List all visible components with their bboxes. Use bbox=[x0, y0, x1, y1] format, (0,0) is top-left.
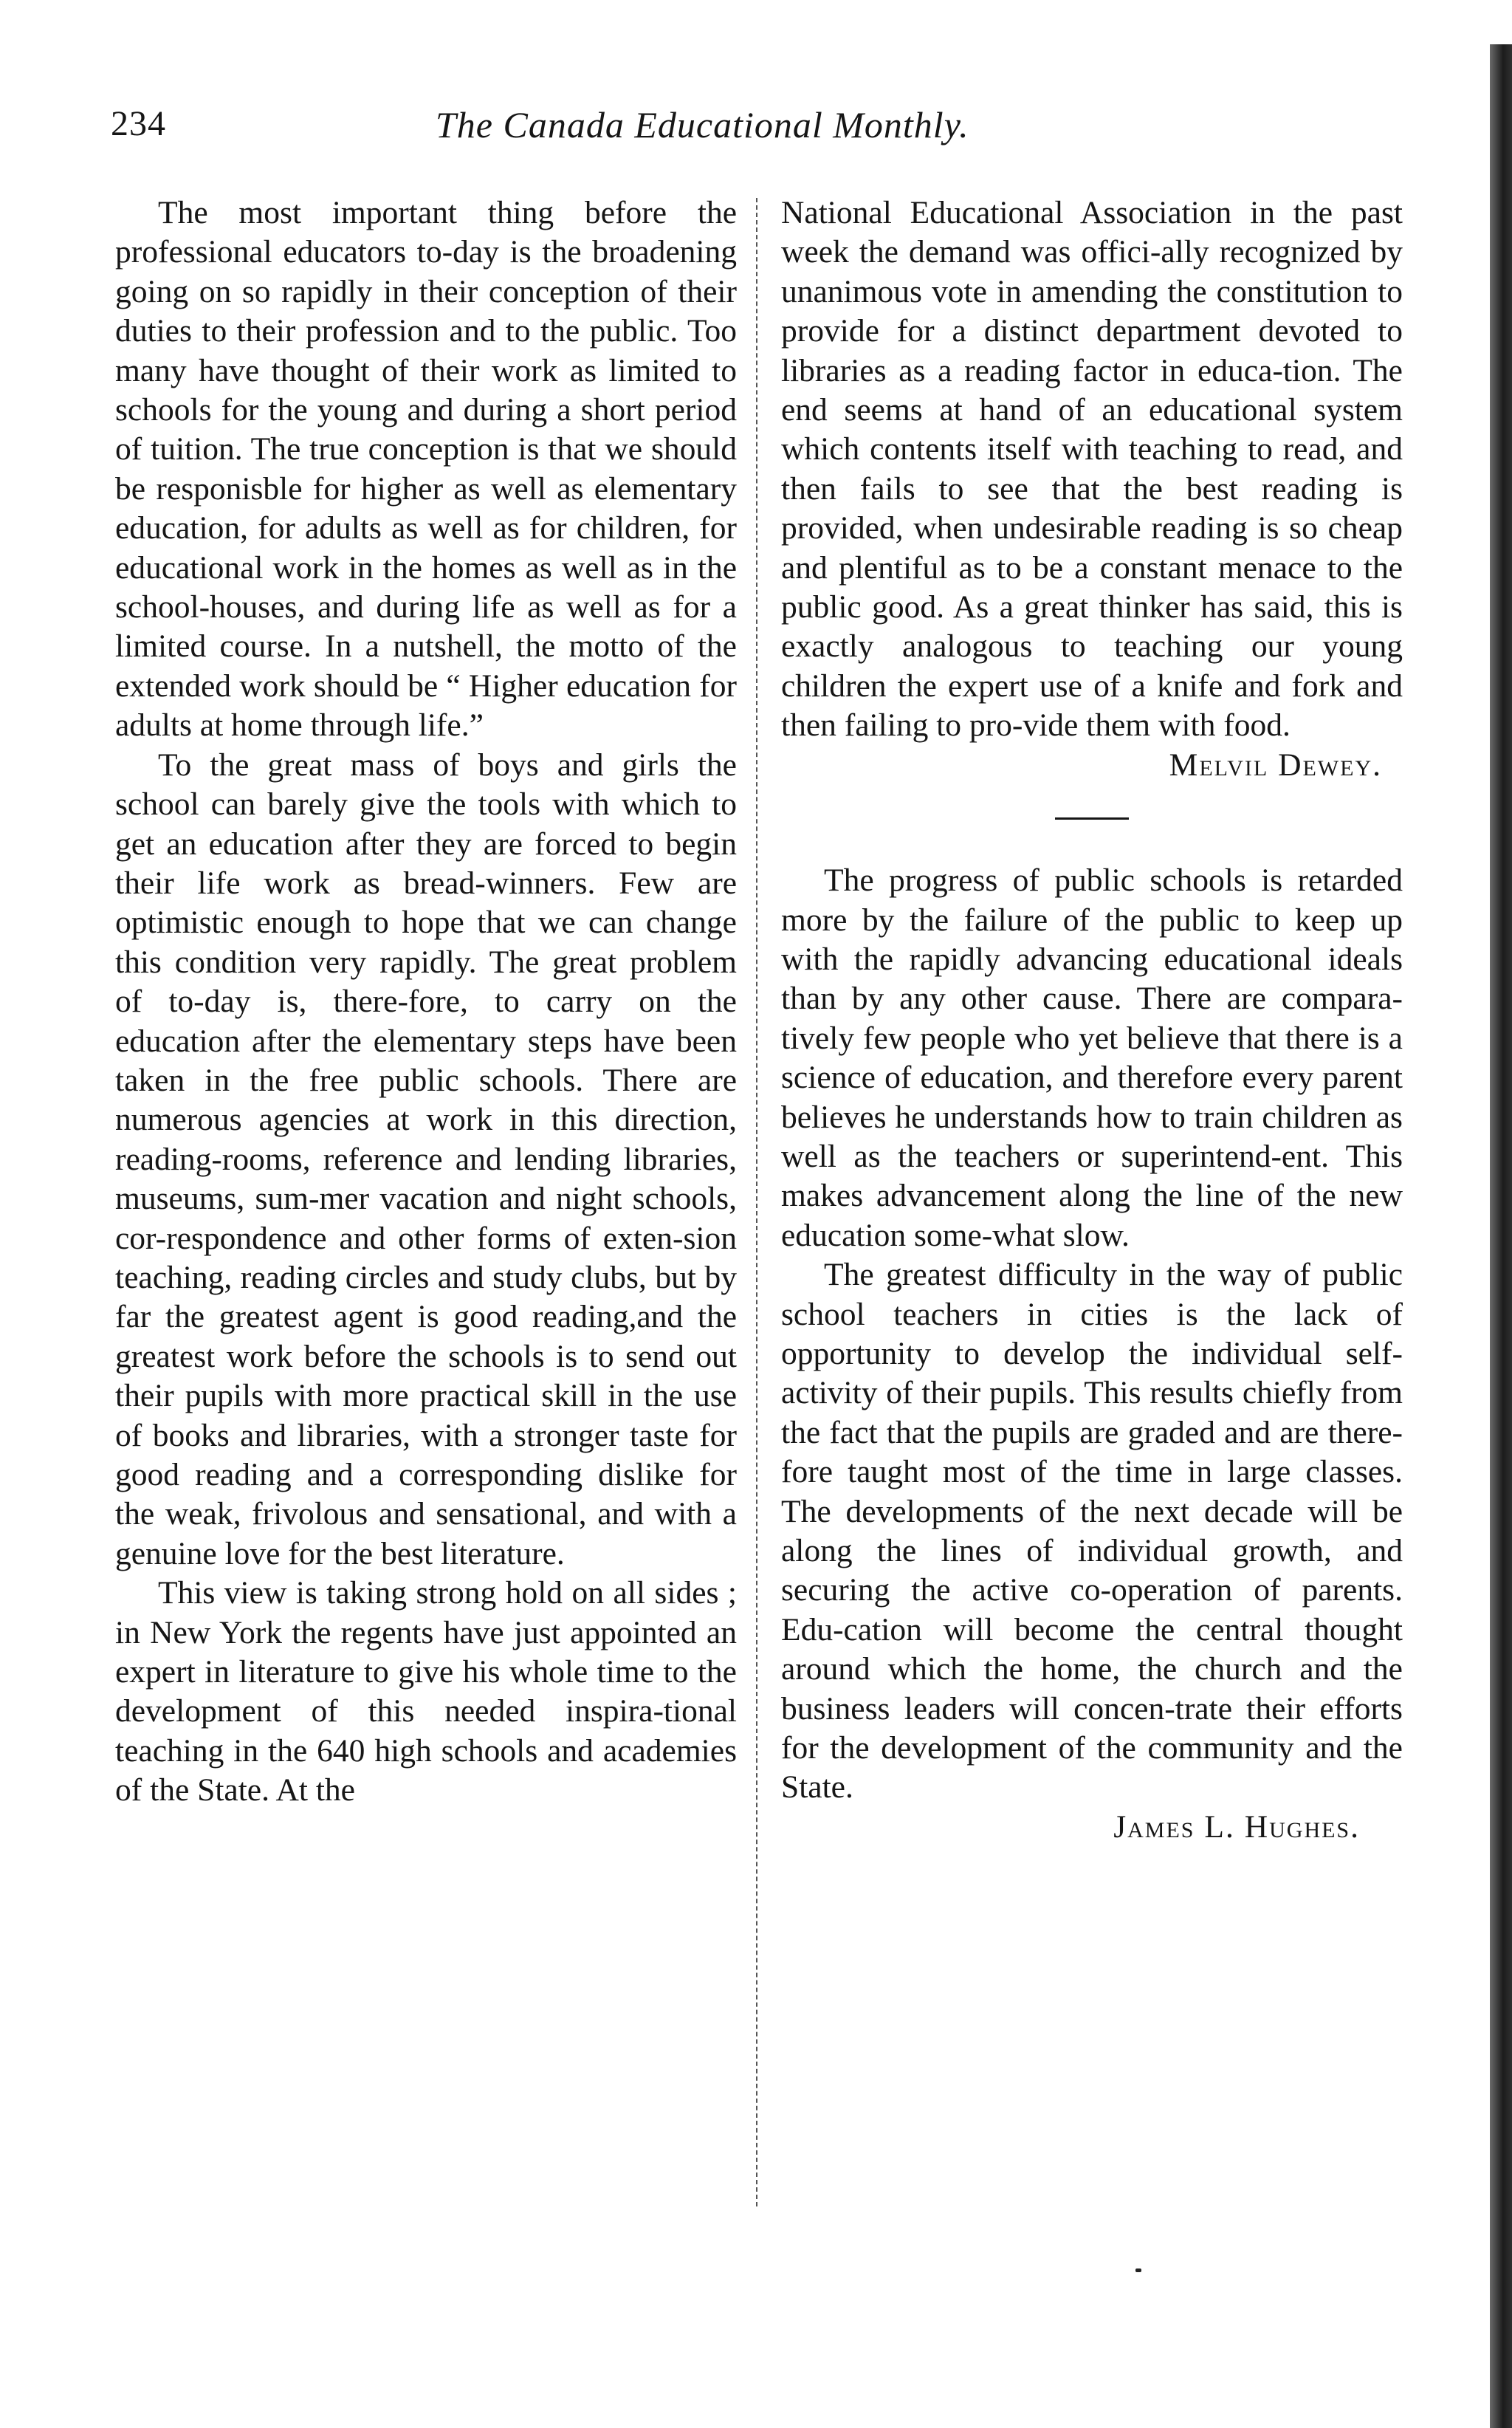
journal-title: The Canada Educational Monthly. bbox=[436, 104, 969, 145]
section-separator-rule bbox=[1055, 817, 1129, 820]
paragraph-new-york-regents: This view is taking strong hold on all sides ; in New York the regents have just appointed an expert in literature to give his whole time to the development of this needed inspira-tional teaching in the 640 high schools and academies of the State. At the bbox=[115, 1575, 737, 1808]
paragraph-greatest-difficulty: The greatest difficulty in the way of public school teachers in cities is the lack of opportunity to develop the individual self-activity of their pupils. This results chiefly from the fact that the pupils are graded and are there-fore taught most of the time in large classes. The developments of the next decade will be along the lines of individual growth, and securing the active co-operation of parents. Edu-cation will become the central thought around which the home, the church and the business leaders will concen-trate their efforts for the development of the community and the State. bbox=[781, 1257, 1403, 1805]
running-header bbox=[111, 103, 1410, 162]
left-column bbox=[115, 193, 737, 1811]
column-divider bbox=[756, 198, 757, 2206]
page-edge-scan-shadow bbox=[1490, 44, 1512, 2428]
right-column bbox=[781, 193, 1403, 1847]
paragraph-progress-of-public-schools: The progress of public schools is retarded more by the failure of the public to keep up with the rapidly advancing educational ideals than by any other cause. There are compara-tively few people who yet believe that there is a science of education, and therefore every parent believes he understands how to train children as well as the teachers or superintend-ent. This makes advancement along the line of the new education some-what slow. bbox=[781, 863, 1403, 1253]
paragraph-nea-continuation: National Educational Association in the past week the demand was offici-ally recognized by unanimous vote in amending the constitution to provide for a distinct department devoted to libraries as a reading factor in educa-tion. The end seems at hand of an educational system which contents itself with teaching to read, and then fails to see that the best reading is provided, when undesirable reading is so cheap and plentiful as to be a constant menace to the public good. As a great thinker has said, this is exactly analogous to teaching our young children the expert use of a knife and fork and then failing to pro-vide them with food. bbox=[781, 195, 1403, 744]
paragraph-broadening: The most important thing before the professional educators to-day is the broadening going on so rapidly in their conception of their duties to their profession and to the public. Too many have thought of their work as limited to schools for the young and during a short period of tuition. The true conception is that we should be responisble for higher as well as elementary education, for adults as well as for children, for educational work in the homes as well as in the school-houses, and during life as well as for a limited course. In a nutshell, the motto of the extended work should be “ Higher education for adults at home through life.” bbox=[115, 195, 737, 744]
page-number: 234 bbox=[111, 104, 166, 143]
author-signature-dewey: Melvil Dewey. bbox=[1169, 747, 1382, 783]
ink-speck bbox=[1135, 2268, 1141, 2272]
author-signature-hughes: James L. Hughes. bbox=[1113, 1808, 1360, 1845]
paragraph-mass-of-boys-and-girls: To the great mass of boys and girls the school can barely give the tools with which to get an education after they are forced to begin their life work as bread-winners. Few are optimistic enough to hope that we can change this condition very rapidly. The great problem of to-day is, there-fore, to carry on the education after the elementary steps have been taken in the free public schools. There are numerous agencies at work in this direction, reading-rooms, reference and lending libraries, museums, sum-mer vacation and night schools, cor-respondence and other forms of exten-sion teaching, reading circles and study clubs, but by far the greatest agent is good reading,and the greatest work before the schools is to send out their pupils with more practical skill in the use of books and libraries, with a stronger taste for good reading and a corresponding dislike for the weak, frivolous and sensational, and with a genuine love for the best literature. bbox=[115, 747, 737, 1571]
